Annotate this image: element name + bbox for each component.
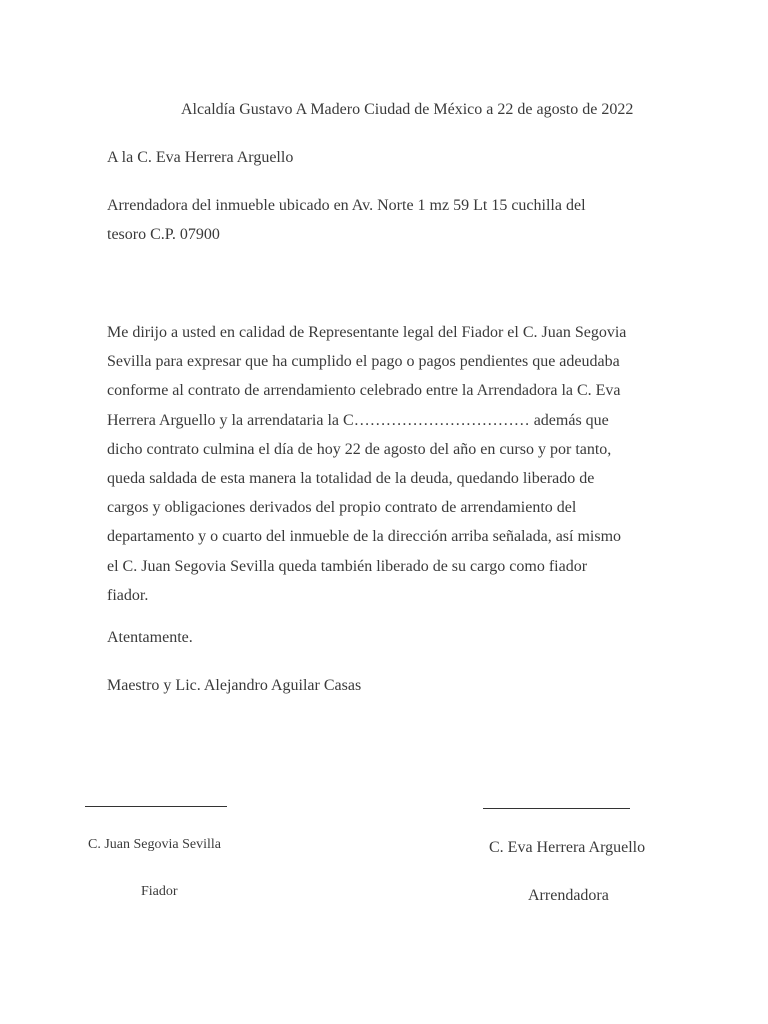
- fiador-name: C. Juan Segovia Sevilla: [88, 837, 221, 852]
- signature-line-fiador: [85, 806, 227, 807]
- fiador-role: Fiador: [141, 884, 178, 899]
- letter-body: [107, 318, 667, 610]
- letter-heading: Alcaldía Gustavo A Madero Ciudad de México a 22 de agosto de 2022: [181, 101, 634, 118]
- body-line: dicho contrato culmina el día de hoy 22 de agosto del año en curso y por tanto,: [107, 440, 612, 458]
- arrendadora-role: Arrendadora: [528, 887, 609, 904]
- body-line: Sevilla para expresar que ha cumplido el pago o pagos pendientes que adeudaba: [107, 353, 620, 371]
- closing-text: Atentamente.: [107, 629, 193, 646]
- signature-line-arrendadora: [483, 808, 630, 809]
- arrendadora-name: C. Eva Herrera Arguello: [489, 839, 646, 856]
- signer-name: Maestro y Lic. Alejandro Aguilar Casas: [107, 677, 362, 694]
- body-line: Me dirijo a usted en calidad de Representante legal del Fiador el C. Juan Segovia: [107, 324, 627, 341]
- address-line-2: tesoro C.P. 07900: [107, 226, 220, 243]
- body-line: conforme al contrato de arrendamiento celebrado entre la Arrendadora la C. Eva: [107, 382, 621, 400]
- body-line: queda saldada de esta manera la totalidad de la deuda, quedando liberado de: [107, 470, 595, 488]
- body-line: fiador.: [107, 586, 149, 604]
- body-line: cargos y obligaciones derivados del propio contrato de arrendamiento del: [107, 499, 577, 517]
- address-line-1: Arrendadora del inmueble ubicado en Av. Norte 1 mz 59 Lt 15 cuchilla del: [107, 197, 586, 214]
- body-line: Herrera Arguello y la arrendataria la C…………………………… además que: [107, 411, 609, 429]
- body-line: el C. Juan Segovia Sevilla queda también liberado de su cargo como fiador: [107, 557, 588, 575]
- body-line: departamento y o cuarto del inmueble de la dirección arriba señalada, así mismo: [107, 528, 622, 546]
- recipient-line: A la C. Eva Herrera Arguello: [107, 149, 294, 166]
